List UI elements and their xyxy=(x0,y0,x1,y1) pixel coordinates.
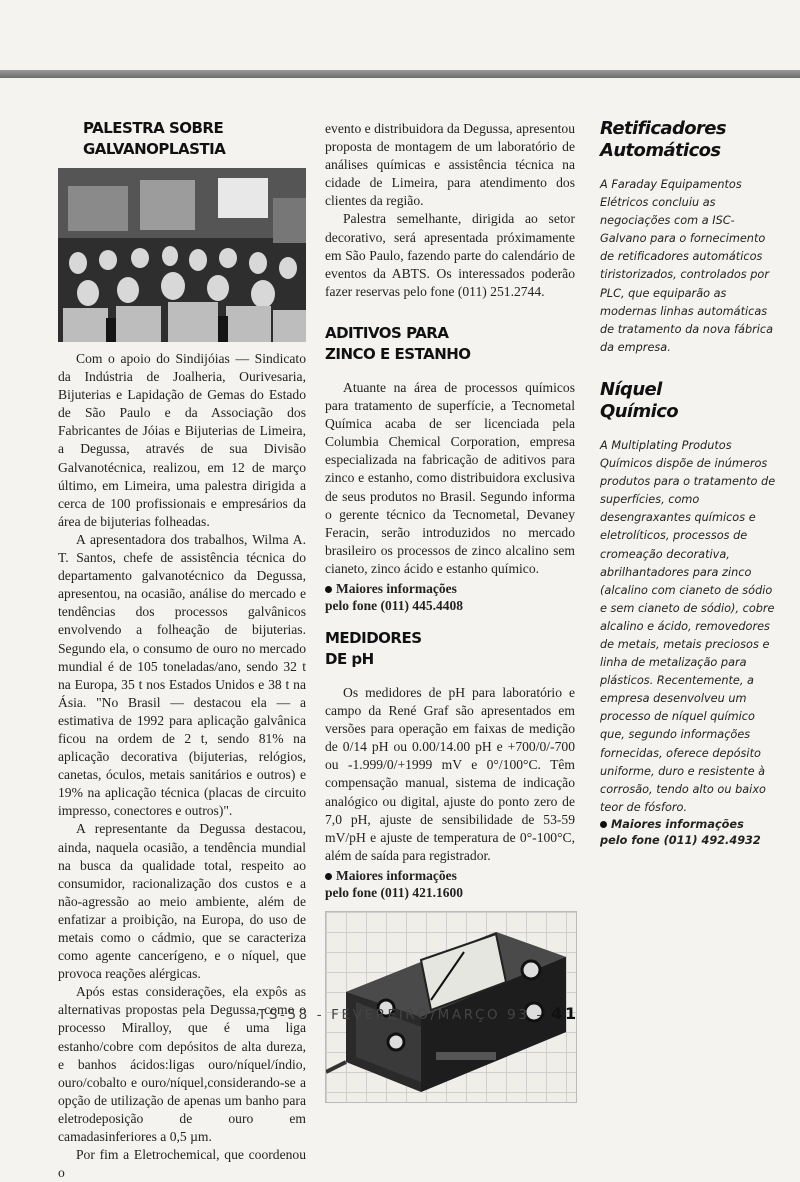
contact-info: Maiores informações pelo fone (011) 445.4408 xyxy=(325,580,463,613)
article-title: MEDIDORES DE pH xyxy=(325,628,422,668)
paragraph: Após estas considerações, ela expôs as alternativas propostas pela Degussa, como o processo Miralloy, que é uma liga estanho/cobre com depósitos de alta dureza, e banhos ácidos:ligas ouro/níquel/índio, ouro/cobalto e ouro/níquel,considerando-se a opção de utilização de apenas um banho para eletrodeposição de ouro em camadasinferiores a 0,5 µm. xyxy=(58,984,306,1145)
paragraph: evento e distribuidora da Degussa, apresentou proposta de montagem de um laboratório de análises químicas e assistência técnica na cidade de Limeira, para atendimento dos clientes da região. xyxy=(325,121,575,209)
sidebar-title: Níquel Químico xyxy=(600,378,679,422)
sidebar-text: A Faraday Equipamentos Elétricos concluiu as negociações com a ISC-Galvano para o fornecimento de retificadores automáticos tiristorizados, controlados por PLC, que equiparão as modernas linhas automáticas de tratamento da nova fábrica da empresa. xyxy=(600,178,774,354)
paragraph: Os medidores de pH para laboratório e campo da René Graf são apresentados em versões para operação em faixas de medição de 0/14 pH ou 0.00/14.00 pH e +700/0/-700 ou -1.999/0/+1999 mV e 0°/100°C. Têm compensação manual, sistema de indicação analógico ou digital, ajuste do ponto zero de 7,0 pH, ajuste de sensibilidade de 53-59 mV/pH e ajuste de temperatura de 0°-100°C, além de saída para registrador. xyxy=(325,684,575,863)
bullet-icon xyxy=(325,586,332,593)
article-body xyxy=(325,379,575,578)
contact-info: Maiores informações pelo fone (011) 421.1600 xyxy=(325,867,463,900)
lecture-audience-image xyxy=(58,168,306,342)
bullet-icon xyxy=(600,821,607,828)
contact-info: Maiores informações pelo fone (011) 492.4932 xyxy=(600,817,761,847)
paragraph: Palestra semelhante, dirigida ao setor decorativo, será apresentada próximamente em São Paulo, fazendo parte do calendário de eventos da ABTS. Os interessados poderão fazer reservas pelo fone (011) 251.2744. xyxy=(325,211,575,299)
top-rule xyxy=(0,70,800,78)
lecture-photo xyxy=(58,168,306,342)
article-title: PALESTRA SOBRE GALVANOPLASTIA xyxy=(83,119,226,158)
paragraph: Atuante na área de processos químicos para tratamento de superfície, a Tecnometal Química acaba de ser licenciada pela Columbia Chemical Corporation, empresa especializada na fabricação de aditivos para zinco e estanho, como distribuidora exclusiva de seus produtos no Brasil. Segundo informa o gerente técnico da Tecnometal, Devaney Feracin, serão introduzidos no mercado brasileiro os processos de zinco alcalino sem cianeto, zinco ácido e estanho químico. xyxy=(325,379,575,576)
sidebar-title: Retificadores Automáticos xyxy=(600,118,727,161)
page-footer xyxy=(258,1004,579,1023)
continued-article-body xyxy=(325,120,575,301)
sidebar-news xyxy=(600,118,778,849)
sidebar-text: A Multiplating Produtos Químicos dispõe de inúmeros produtos para o tratamento de superfícies, como desengraxantes químicos e eletrolíticos, processos de cromeação decorativa, abrilhantadores para zinco (alcalino com cianeto de sódio e sem cianeto de sódio), cobre alcalino e ácido, removedores de metais, metais preciosos e linha de metalização para plásticos. Recentemente, a empresa desenvolveu um processo de níquel químico que, segundo informações fornecidas, oferece depósito uniforme, duro e resistente à corrosão, tendo alto ou baixo teor de fósforo. xyxy=(600,438,776,814)
issue-label: TS-58 - FEVEREIRO/MARÇO 93 - xyxy=(258,1007,544,1023)
column-middle xyxy=(325,120,575,1103)
paragraph: A apresentadora dos trabalhos, Wilma A. T. Santos, chefe de assistência técnica do departamento galvanotécnico da Degussa, apresentou, na ocasião, análise do mercado e tendências dos processos galvânicos envolvendo a folheação de bijuterias. Segundo ela, o consumo de ouro no mercado mundial é de 105 toneladas/ano, sendo 32 t na Europa, 35 t nos Estados Unidos e 38 t na Ásia. "No Brasil — destacou ela — a estimativa de 1992 para aplicação galvânica ficou na ordem de 2 t, sendo 81% na aplicação decorativa (bijuterias, relógios, canetas, óculos, metais sanitários e outros) e 19% na aplicação técnica (placas de circuito impresso, conectores e outros)". xyxy=(58,531,306,819)
bullet-icon xyxy=(325,873,332,880)
article-body xyxy=(325,684,575,865)
paragraph: A representante da Degussa destacou, ainda, naquela ocasião, a tendência mundial na busca da qualidade total, respeito ao consumidor, racionalização dos custos e a não-agressão ao meio ambiente, além de enfatizar a proibição, na Europa, do uso de metais como o cádmio, que se caracteriza como agente cancerígeno, e o níquel, que provoca reações alérgicas. xyxy=(58,821,306,982)
article-title: ADITIVOS PARA ZINCO E ESTANHO xyxy=(325,323,471,363)
article-body xyxy=(58,350,306,1182)
paragraph: Por fim a Eletrochemical, que coordenou o xyxy=(58,1147,306,1181)
paragraph: Com o apoio do Sindijóias — Sindicato da Indústria de Joalheria, Ourivesaria, Bijuterias e Lapidação de Gemas do Estado de São Paulo e da Associação dos Fabricantes de Jóias e Bijuterias de Limeira, a Degussa, através de sua Divisão Galvanotécnica, realizou, em 12 de março último, em Limeira, uma palestra dirigida a cerca de 100 profissionais e empresários da área de bijuterias folheadas. xyxy=(58,351,306,529)
page-number: 41 xyxy=(550,1004,580,1023)
